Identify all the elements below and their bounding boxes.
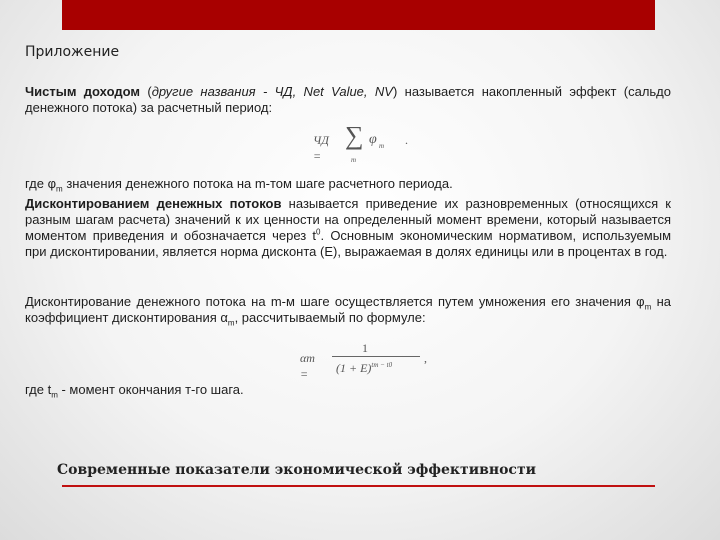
footer-divider [62,485,655,487]
where2-text: - момент окончания т-го шага. [57,382,244,397]
where2-sub: m [51,390,58,400]
formula1-lhs: ЧД = [313,133,329,163]
formula1-phi-sub: m [379,142,385,150]
formula1-phi: φ [369,132,377,147]
mult-text-c: , рассчитываемый по формуле: [234,310,426,325]
formula2-denominator [336,360,392,376]
paragraph-multiplication [25,294,671,326]
formula1-sum-index: m [351,156,357,164]
discounting-text-a: называется приведение их разновременных (относящихся к разным шагам расчета) значений к их ценности на определенный момент времени, который называется моментом приведения и обозначается через t [25,196,671,243]
formula2-denominator-base: (1 + E) [336,361,372,375]
formula2-numerator: 1 [362,341,368,355]
where1-text: значения денежного потока на m-том шаге расчетного периода. [62,176,453,191]
footer-title: Современные показатели экономической эффективности [57,462,537,478]
paragraph-discounting [25,196,671,260]
discounting-sup: 0 [316,227,321,237]
where1-phi: φ [47,176,57,191]
mult-sub-a: m [644,302,652,312]
net-income-definition: ) называется накопленный эффект (сальдо денежного потока) за расчетный период: [25,84,671,115]
paragraph-where-t [25,382,671,398]
top-accent-bar [62,0,655,30]
sigma-symbol: ∑ [345,121,364,150]
formula2-exponent: tm − t0 [371,361,393,369]
mult-text-b: на коэффициент дисконтирования α [25,294,671,325]
paragraph-where-phi [25,176,671,192]
formula2-lhs: αm = [300,351,315,381]
mult-text-a: Дисконтирование денежного потока на m-м шаге осуществляется путем умножения его значения φ [25,294,645,309]
term-discounting: Дисконтированием денежных потоков [25,196,282,211]
fraction-line [332,356,420,357]
alt-names: другие названия - ЧД, Net Value, NV [151,84,393,99]
discounting-text-b: . Основным экономическим нормативом, используемым при дисконтировании, является норма дисконта (Е), выражаемая в долях единицы или в процентах в год. [25,228,672,259]
where2-prefix: где t [25,382,52,397]
paragraph-net-income [25,84,671,116]
appendix-label: Приложение [25,44,120,60]
formula2-tail: , [424,351,427,365]
mult-sub-b: m [227,318,235,328]
term-net-income: Чистым доходом [25,84,140,99]
where1-prefix: где [25,176,48,191]
formula1-tail: . [405,133,408,147]
paren-open: ( [140,84,152,99]
where1-phi-sub: m [56,184,63,194]
